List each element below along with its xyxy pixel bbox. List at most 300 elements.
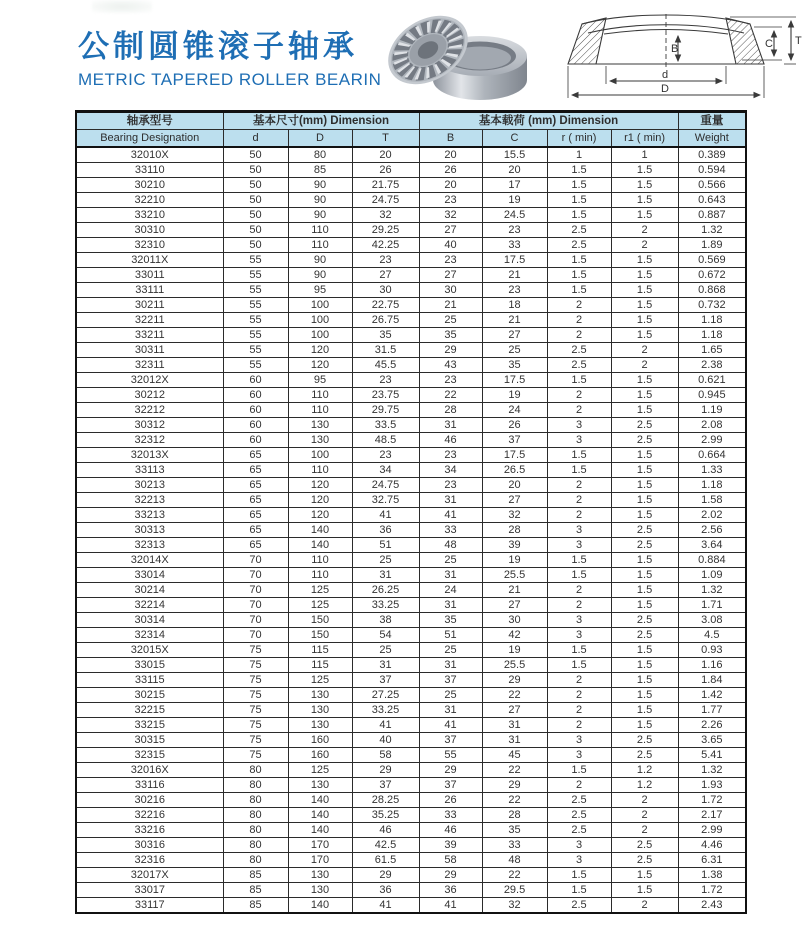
table-cell: 36 <box>419 883 482 898</box>
table-cell: 61.5 <box>352 853 419 868</box>
bearing-photo-image <box>374 4 538 104</box>
table-cell: 32017X <box>76 868 223 883</box>
table-cell: 27 <box>419 223 482 238</box>
table-cell: 1.32 <box>678 223 746 238</box>
group-header-dimension: 基本尺寸(mm) Dimension <box>223 112 419 130</box>
table-cell: 1.93 <box>678 778 746 793</box>
table-cell: 33.25 <box>352 703 419 718</box>
table-cell: 55 <box>419 748 482 763</box>
table-cell: 65 <box>223 448 288 463</box>
table-cell: 48 <box>419 538 482 553</box>
table-cell: 29 <box>419 343 482 358</box>
table-cell: 29 <box>482 778 547 793</box>
table-cell: 1.5 <box>611 208 678 223</box>
table-cell: 32012X <box>76 373 223 388</box>
table-cell: 26 <box>482 418 547 433</box>
table-cell: 75 <box>223 673 288 688</box>
table-cell: 35 <box>419 613 482 628</box>
table-cell: 22 <box>482 763 547 778</box>
table-cell: 0.569 <box>678 253 746 268</box>
table-cell: 1.5 <box>547 658 611 673</box>
table-cell: 130 <box>288 433 352 448</box>
table-cell: 55 <box>223 283 288 298</box>
table-cell: 2.56 <box>678 523 746 538</box>
table-cell: 1.18 <box>678 313 746 328</box>
table-cell: 39 <box>419 838 482 853</box>
table-cell: 42.5 <box>352 838 419 853</box>
table-row <box>76 568 746 583</box>
table-row <box>76 418 746 433</box>
table-cell: 50 <box>223 178 288 193</box>
table-cell: 2.5 <box>611 613 678 628</box>
table-cell: 55 <box>223 358 288 373</box>
table-cell: 1.5 <box>611 598 678 613</box>
table-cell: 29 <box>419 763 482 778</box>
table-cell: 21.75 <box>352 178 419 193</box>
table-cell: 23 <box>419 253 482 268</box>
table-cell: 3 <box>547 613 611 628</box>
table-cell: 120 <box>288 493 352 508</box>
table-cell: 2.26 <box>678 718 746 733</box>
table-cell: 80 <box>223 793 288 808</box>
table-cell: 32016X <box>76 763 223 778</box>
table-cell: 1.5 <box>611 883 678 898</box>
table-cell: 19 <box>482 643 547 658</box>
table-cell: 36 <box>352 523 419 538</box>
table-cell: 58 <box>352 748 419 763</box>
table-cell: 24.75 <box>352 193 419 208</box>
table-cell: 1.5 <box>611 193 678 208</box>
table-cell: 24 <box>419 583 482 598</box>
table-cell: 55 <box>223 328 288 343</box>
table-cell: 115 <box>288 643 352 658</box>
table-cell: 21 <box>482 268 547 283</box>
table-row <box>76 283 746 298</box>
table-cell: 30214 <box>76 583 223 598</box>
table-row <box>76 358 746 373</box>
table-cell: 55 <box>223 253 288 268</box>
table-cell: 75 <box>223 748 288 763</box>
table-cell: 23 <box>419 478 482 493</box>
table-cell: 2.5 <box>547 898 611 914</box>
table-cell: 1.5 <box>611 718 678 733</box>
table-cell: 30311 <box>76 343 223 358</box>
table-row <box>76 808 746 823</box>
diagram-label-C: C <box>765 38 773 50</box>
table-cell: 65 <box>223 463 288 478</box>
table-cell: 43 <box>419 358 482 373</box>
table-cell: 1.2 <box>611 778 678 793</box>
table-cell: 33 <box>482 238 547 253</box>
table-row <box>76 463 746 478</box>
table-cell: 17.5 <box>482 448 547 463</box>
table-cell: 1.5 <box>611 868 678 883</box>
table-cell: 1.5 <box>611 478 678 493</box>
table-cell: 75 <box>223 643 288 658</box>
table-cell: 1.5 <box>547 868 611 883</box>
table-cell: 2 <box>547 493 611 508</box>
table-cell: 0.672 <box>678 268 746 283</box>
table-cell: 1.5 <box>611 493 678 508</box>
table-cell: 130 <box>288 718 352 733</box>
table-row <box>76 688 746 703</box>
table-row <box>76 268 746 283</box>
table-cell: 0.389 <box>678 147 746 163</box>
table-cell: 32310 <box>76 238 223 253</box>
table-cell: 23 <box>419 448 482 463</box>
table-cell: 2 <box>547 478 611 493</box>
table-cell: 50 <box>223 193 288 208</box>
table-cell: 1.42 <box>678 688 746 703</box>
table-cell: 25 <box>419 553 482 568</box>
watermark-fragment <box>92 0 152 13</box>
table-cell: 3.08 <box>678 613 746 628</box>
table-row <box>76 373 746 388</box>
table-cell: 33011 <box>76 268 223 283</box>
table-cell: 2 <box>611 898 678 914</box>
page-title: 公制圆锥滚子轴承 <box>78 29 358 64</box>
table-cell: 95 <box>288 373 352 388</box>
column-header: T <box>352 130 419 148</box>
table-cell: 33117 <box>76 898 223 914</box>
table-cell: 2 <box>611 808 678 823</box>
table-cell: 25.5 <box>482 568 547 583</box>
table-row <box>76 313 746 328</box>
table-row <box>76 508 746 523</box>
table-cell: 32 <box>419 208 482 223</box>
table-row <box>76 433 746 448</box>
column-header: Bearing Designation <box>76 130 223 148</box>
table-cell: 0.887 <box>678 208 746 223</box>
table-cell: 27 <box>482 703 547 718</box>
table-cell: 32313 <box>76 538 223 553</box>
table-cell: 33216 <box>76 823 223 838</box>
table-cell: 21 <box>482 583 547 598</box>
table-cell: 150 <box>288 628 352 643</box>
table-cell: 1.5 <box>547 253 611 268</box>
table-cell: 2.17 <box>678 808 746 823</box>
table-cell: 27 <box>482 598 547 613</box>
table-cell: 34 <box>352 463 419 478</box>
table-cell: 50 <box>223 223 288 238</box>
table-cell: 30 <box>352 283 419 298</box>
table-cell: 100 <box>288 328 352 343</box>
table-cell: 1.5 <box>547 283 611 298</box>
table-row <box>76 163 746 178</box>
table-cell: 1.2 <box>611 763 678 778</box>
table-cell: 31.5 <box>352 343 419 358</box>
table-cell: 3 <box>547 838 611 853</box>
table-cell: 1.71 <box>678 598 746 613</box>
table-cell: 2.5 <box>547 343 611 358</box>
table-cell: 22 <box>419 388 482 403</box>
table-cell: 2 <box>547 508 611 523</box>
table-cell: 1.5 <box>611 448 678 463</box>
table-cell: 32312 <box>76 433 223 448</box>
table-cell: 3 <box>547 418 611 433</box>
table-cell: 1.18 <box>678 328 746 343</box>
table-cell: 3 <box>547 853 611 868</box>
table-cell: 20 <box>419 147 482 163</box>
table-cell: 2.5 <box>547 223 611 238</box>
table-cell: 33110 <box>76 163 223 178</box>
column-header: r ( min) <box>547 130 611 148</box>
table-cell: 75 <box>223 718 288 733</box>
table-cell: 55 <box>223 298 288 313</box>
table-cell: 1.72 <box>678 793 746 808</box>
table-cell: 30314 <box>76 613 223 628</box>
table-cell: 20 <box>482 163 547 178</box>
table-cell: 51 <box>352 538 419 553</box>
table-cell: 31 <box>482 733 547 748</box>
table-cell: 37 <box>419 733 482 748</box>
table-cell: 26 <box>419 793 482 808</box>
table-cell: 3 <box>547 433 611 448</box>
table-cell: 20 <box>482 478 547 493</box>
table-cell: 50 <box>223 238 288 253</box>
table-cell: 50 <box>223 163 288 178</box>
table-row <box>76 778 746 793</box>
table-cell: 120 <box>288 343 352 358</box>
table-cell: 1.18 <box>678 478 746 493</box>
table-cell: 1.5 <box>611 673 678 688</box>
table-cell: 110 <box>288 388 352 403</box>
table-cell: 1.5 <box>611 658 678 673</box>
table-cell: 115 <box>288 658 352 673</box>
table-row <box>76 898 746 914</box>
table-cell: 130 <box>288 868 352 883</box>
table-cell: 35.25 <box>352 808 419 823</box>
table-cell: 120 <box>288 508 352 523</box>
table-cell: 65 <box>223 508 288 523</box>
table-cell: 55 <box>223 343 288 358</box>
table-cell: 70 <box>223 583 288 598</box>
table-row <box>76 253 746 268</box>
table-cell: 31 <box>419 658 482 673</box>
table-cell: 21 <box>482 313 547 328</box>
table-cell: 46 <box>419 433 482 448</box>
table-cell: 1.5 <box>611 163 678 178</box>
table-cell: 1.5 <box>611 463 678 478</box>
table-cell: 110 <box>288 568 352 583</box>
table-cell: 58 <box>419 853 482 868</box>
table-cell: 2.5 <box>611 538 678 553</box>
table-cell: 21 <box>419 298 482 313</box>
table-cell: 41 <box>419 898 482 914</box>
table-cell: 125 <box>288 583 352 598</box>
diagram-label-T: T <box>795 35 802 47</box>
table-cell: 23 <box>482 223 547 238</box>
table-cell: 1.5 <box>611 703 678 718</box>
table-cell: 1.5 <box>611 298 678 313</box>
table-cell: 130 <box>288 688 352 703</box>
table-cell: 140 <box>288 808 352 823</box>
table-cell: 2.5 <box>547 793 611 808</box>
table-cell: 15.5 <box>482 147 547 163</box>
table-row <box>76 388 746 403</box>
table-cell: 24 <box>482 403 547 418</box>
table-cell: 140 <box>288 898 352 914</box>
table-cell: 2 <box>547 583 611 598</box>
table-cell: 2.5 <box>547 358 611 373</box>
table-cell: 2 <box>547 673 611 688</box>
table-cell: 1.5 <box>547 448 611 463</box>
table-cell: 90 <box>288 208 352 223</box>
table-cell: 6.31 <box>678 853 746 868</box>
table-cell: 1.5 <box>611 373 678 388</box>
table-cell: 110 <box>288 238 352 253</box>
group-header-weight: 重量 <box>678 112 746 130</box>
table-cell: 29.75 <box>352 403 419 418</box>
table-cell: 120 <box>288 478 352 493</box>
table-cell: 2.5 <box>547 238 611 253</box>
table-row <box>76 868 746 883</box>
table-cell: 30216 <box>76 793 223 808</box>
table-cell: 65 <box>223 538 288 553</box>
bearing-spec-table <box>75 110 747 914</box>
table-cell: 80 <box>288 147 352 163</box>
table-cell: 80 <box>223 763 288 778</box>
table-cell: 22 <box>482 688 547 703</box>
table-cell: 60 <box>223 388 288 403</box>
table-cell: 140 <box>288 823 352 838</box>
table-cell: 26 <box>419 163 482 178</box>
table-cell: 1.5 <box>547 373 611 388</box>
column-header: d <box>223 130 288 148</box>
table-row <box>76 793 746 808</box>
page-header <box>78 28 381 89</box>
table-cell: 85 <box>223 883 288 898</box>
table-cell: 75 <box>223 688 288 703</box>
table-cell: 30 <box>419 283 482 298</box>
table-cell: 48.5 <box>352 433 419 448</box>
table-cell: 1.5 <box>547 178 611 193</box>
table-cell: 70 <box>223 553 288 568</box>
table-cell: 42 <box>482 628 547 643</box>
table-cell: 33017 <box>76 883 223 898</box>
table-cell: 150 <box>288 613 352 628</box>
table-cell: 23 <box>419 373 482 388</box>
table-cell: 2 <box>547 718 611 733</box>
table-cell: 2 <box>611 343 678 358</box>
table-cell: 29 <box>419 868 482 883</box>
table-cell: 0.732 <box>678 298 746 313</box>
table-cell: 0.93 <box>678 643 746 658</box>
table-cell: 130 <box>288 418 352 433</box>
table-row <box>76 703 746 718</box>
column-header: D <box>288 130 352 148</box>
table-cell: 34 <box>419 463 482 478</box>
table-cell: 19 <box>482 193 547 208</box>
table-cell: 24.75 <box>352 478 419 493</box>
table-cell: 2 <box>547 688 611 703</box>
table-cell: 41 <box>419 718 482 733</box>
table-cell: 30310 <box>76 223 223 238</box>
table-cell: 140 <box>288 793 352 808</box>
table-cell: 100 <box>288 298 352 313</box>
table-cell: 1.77 <box>678 703 746 718</box>
table-cell: 33.5 <box>352 418 419 433</box>
table-cell: 110 <box>288 403 352 418</box>
table-cell: 2.5 <box>547 808 611 823</box>
table-cell: 2.5 <box>611 628 678 643</box>
table-cell: 125 <box>288 763 352 778</box>
table-row <box>76 448 746 463</box>
table-cell: 25 <box>419 313 482 328</box>
table-cell: 2.43 <box>678 898 746 914</box>
table-cell: 1.32 <box>678 583 746 598</box>
table-row <box>76 823 746 838</box>
table-cell: 1.16 <box>678 658 746 673</box>
table-cell: 31 <box>352 568 419 583</box>
table-cell: 125 <box>288 598 352 613</box>
table-cell: 1.33 <box>678 463 746 478</box>
table-cell: 35 <box>352 328 419 343</box>
table-cell: 1.5 <box>611 583 678 598</box>
table-cell: 19 <box>482 388 547 403</box>
table-cell: 19 <box>482 553 547 568</box>
table-cell: 37 <box>352 673 419 688</box>
table-cell: 30215 <box>76 688 223 703</box>
table-cell: 22.75 <box>352 298 419 313</box>
table-cell: 1 <box>611 147 678 163</box>
table-cell: 80 <box>223 778 288 793</box>
table-row <box>76 763 746 778</box>
table-cell: 30 <box>482 613 547 628</box>
table-cell: 65 <box>223 523 288 538</box>
table-cell: 1 <box>547 147 611 163</box>
table-cell: 33115 <box>76 673 223 688</box>
table-cell: 80 <box>223 838 288 853</box>
diagram-label-D: D <box>661 83 669 95</box>
table-cell: 38 <box>352 613 419 628</box>
table-row <box>76 553 746 568</box>
table-cell: 2.5 <box>611 733 678 748</box>
table-cell: 2.5 <box>547 823 611 838</box>
column-header: r1 ( min) <box>611 130 678 148</box>
table-cell: 20 <box>419 178 482 193</box>
table-cell: 0.945 <box>678 388 746 403</box>
table-cell: 1.58 <box>678 493 746 508</box>
table-cell: 2 <box>611 238 678 253</box>
table-row <box>76 523 746 538</box>
table-cell: 100 <box>288 448 352 463</box>
table-cell: 23 <box>352 448 419 463</box>
table-cell: 26.25 <box>352 583 419 598</box>
table-cell: 1.5 <box>547 193 611 208</box>
table-cell: 26.75 <box>352 313 419 328</box>
table-cell: 28.25 <box>352 793 419 808</box>
table-cell: 33215 <box>76 718 223 733</box>
page-subtitle: METRIC TAPERED ROLLER BEARIN <box>78 69 382 89</box>
table-cell: 28 <box>482 808 547 823</box>
table-cell: 18 <box>482 298 547 313</box>
table-cell: 50 <box>223 147 288 163</box>
table-cell: 31 <box>419 493 482 508</box>
table-cell: 3.64 <box>678 538 746 553</box>
table-cell: 65 <box>223 493 288 508</box>
table-cell: 25 <box>419 688 482 703</box>
table-cell: 41 <box>352 508 419 523</box>
table-row <box>76 643 746 658</box>
table-cell: 35 <box>482 358 547 373</box>
table-cell: 2.5 <box>611 433 678 448</box>
table-cell: 2.08 <box>678 418 746 433</box>
table-cell: 1.5 <box>547 268 611 283</box>
table-cell: 3.65 <box>678 733 746 748</box>
table-cell: 46 <box>352 823 419 838</box>
table-cell: 33014 <box>76 568 223 583</box>
